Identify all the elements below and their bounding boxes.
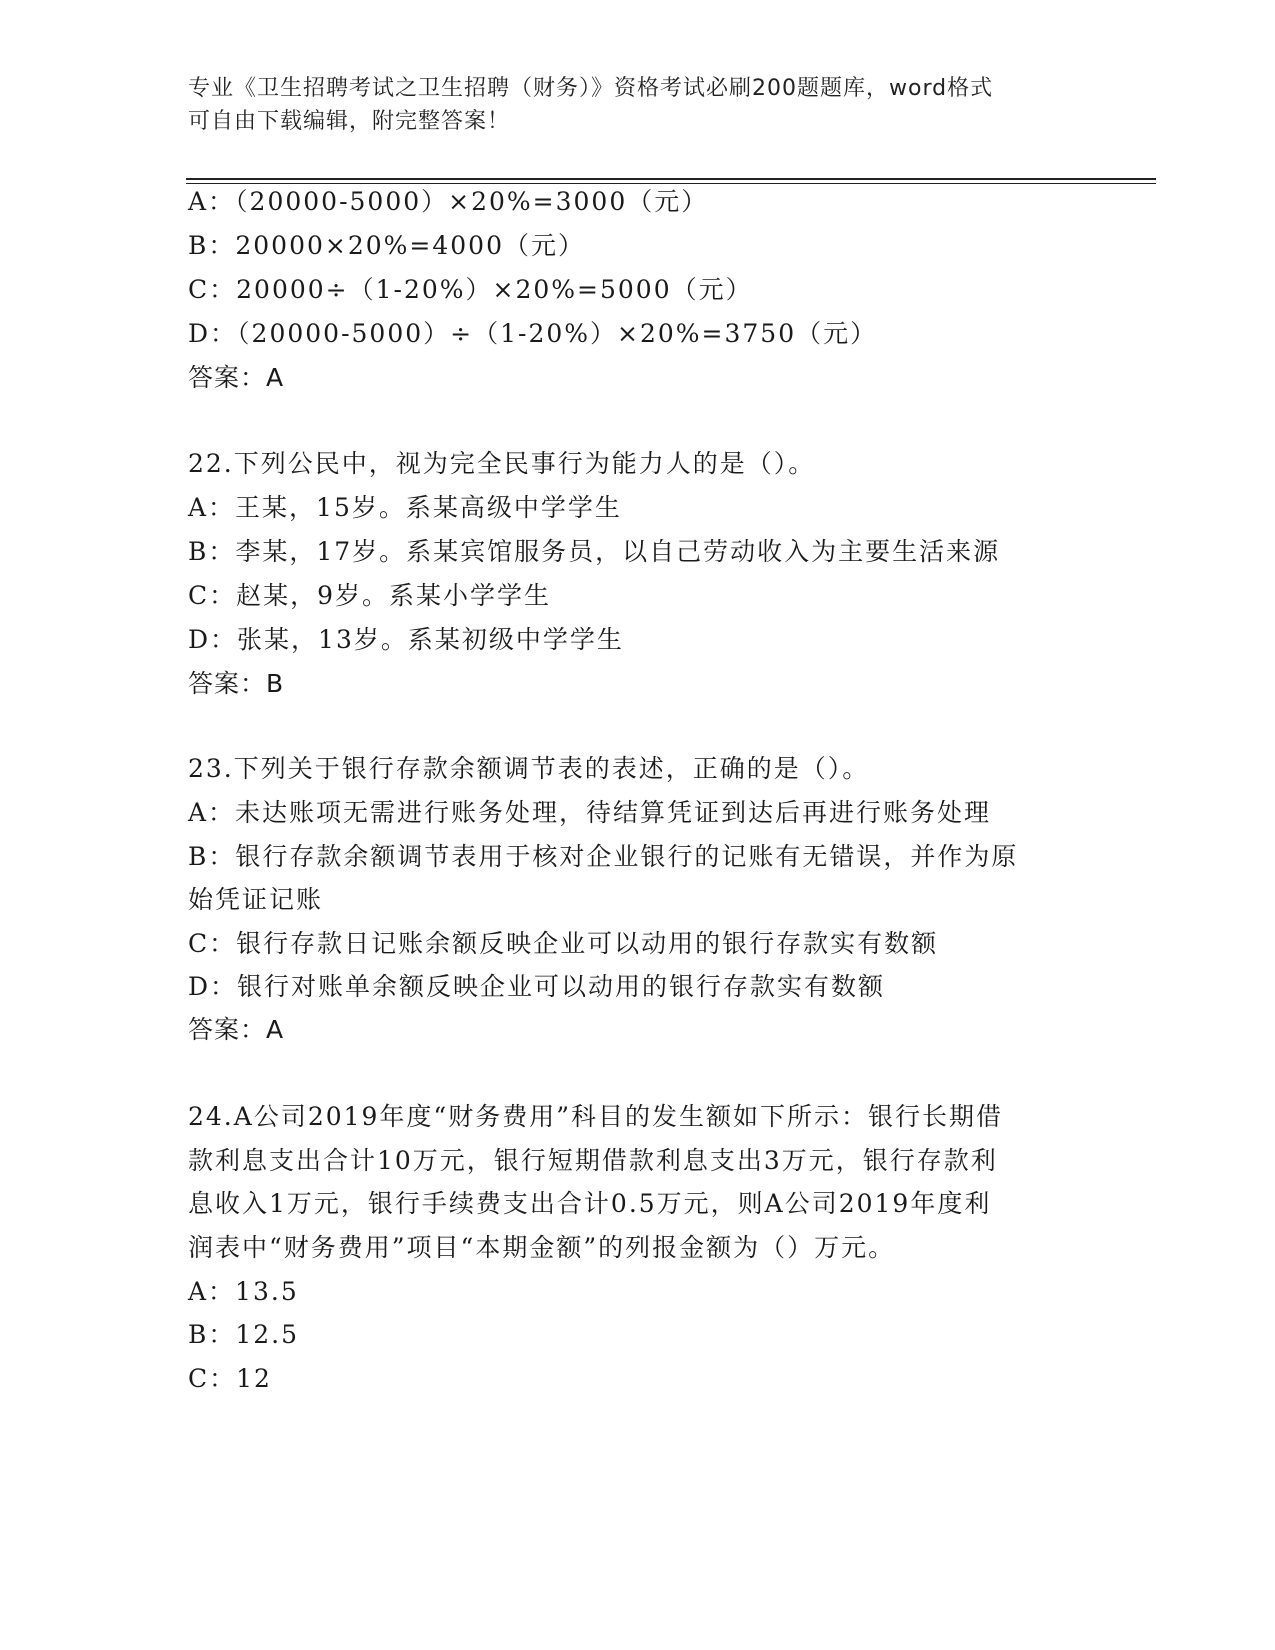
header-rule-thick bbox=[186, 178, 1156, 180]
q24-option-b: B：12.5 bbox=[188, 1320, 300, 1349]
q24-option-a: A：13.5 bbox=[188, 1277, 299, 1306]
header-title-line-2: 可自由下载编辑，附完整答案！ bbox=[188, 109, 511, 134]
header-rule-thin bbox=[186, 183, 1156, 184]
q23-option-b-line-2: 始凭证记账 bbox=[188, 885, 324, 914]
q23-option-a: A：未达账项无需进行账务处理，待结算凭证到达后再进行账务处理 bbox=[188, 798, 992, 827]
q22-option-d: D：张某，13岁。系某初级中学学生 bbox=[188, 625, 624, 654]
q21-option-a: A：（20000-5000）×20%=3000（元） bbox=[188, 187, 709, 216]
q24-question-line-3: 息收入1万元，银行手续费支出合计0.5万元，则A公司2019年度利 bbox=[188, 1189, 992, 1218]
q24-question-line-2: 款利息支出合计10万元，银行短期借款利息支出3万元，银行存款利 bbox=[188, 1146, 998, 1175]
q21-answer: 答案：A bbox=[188, 363, 285, 392]
q22-option-c: C：赵某，9岁。系某小学学生 bbox=[188, 581, 552, 610]
q24-option-c: C：12 bbox=[188, 1364, 272, 1393]
document-header bbox=[188, 72, 1088, 138]
q21-option-b: B：20000×20%=4000（元） bbox=[188, 231, 585, 260]
q22-option-b: B：李某，17岁。系某宾馆服务员，以自己劳动收入为主要生活来源 bbox=[188, 537, 1001, 566]
q23-answer: 答案：A bbox=[188, 1015, 285, 1044]
q23-option-b-line-1: B：银行存款余额调节表用于核对企业银行的记账有无错误，并作为原 bbox=[188, 842, 1019, 871]
q22-question: 22.下列公民中，视为完全民事行为能力人的是（）。 bbox=[188, 449, 816, 478]
q22-option-a: A：王某，15岁。系某高级中学学生 bbox=[188, 493, 622, 522]
q24-question-line-4: 润表中“财务费用”项目“本期金额”的列报金额为（）万元。 bbox=[188, 1233, 896, 1262]
q22-answer: 答案：B bbox=[188, 669, 285, 698]
q23-option-c: C：银行存款日记账余额反映企业可以动用的银行存款实有数额 bbox=[188, 929, 939, 958]
q21-option-d: D：（20000-5000）÷（1-20%）×20%=3750（元） bbox=[188, 319, 878, 348]
header-title-line-1: 专业《卫生招聘考试之卫生招聘（财务）》资格考试必刷200题题库，word格式 bbox=[188, 76, 994, 101]
q23-question: 23.下列关于银行存款余额调节表的表述，正确的是（）。 bbox=[188, 754, 870, 783]
q23-option-d: D：银行对账单余额反映企业可以动用的银行存款实有数额 bbox=[188, 972, 886, 1001]
q24-question-line-1: 24.A公司2019年度“财务费用”科目的发生额如下所示：银行长期借 bbox=[188, 1102, 1003, 1131]
q21-option-c: C：20000÷（1-20%）×20%=5000（元） bbox=[188, 275, 753, 304]
